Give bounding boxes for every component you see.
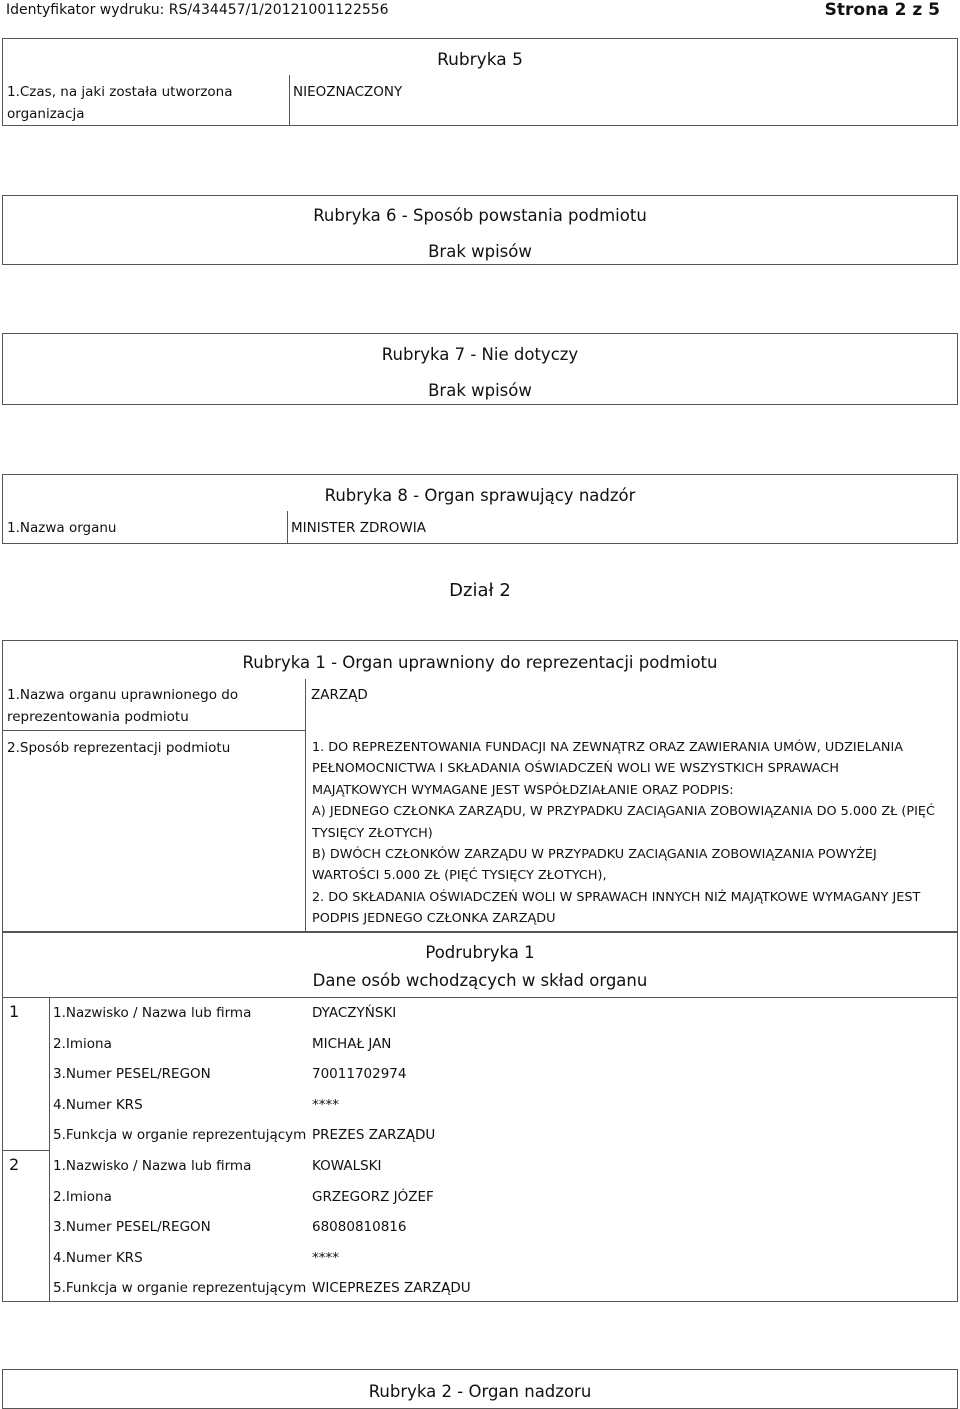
section-heading: Dział 2	[449, 580, 511, 601]
page-number: Strona 2 z 5	[824, 0, 940, 20]
person-field-value: 70011702974	[312, 1066, 407, 1083]
rubryka-2-section	[2, 1369, 958, 1409]
person-field-value: ****	[312, 1249, 339, 1266]
person-field-label: 4.Numer KRS	[53, 1249, 143, 1266]
rubryka-8-title: Rubryka 8 - Organ sprawujący nadzór	[324, 486, 636, 505]
print-identifier: Identyfikator wydruku: RS/434457/1/20121001122556	[6, 2, 389, 18]
representation-line: 2. DO SKŁADANIA OŚWIADCZEŃ WOLI W SPRAWACH INNYCH NIŻ MAJĄTKOWE WYMAGANY JEST	[312, 889, 921, 905]
person-field-value: PREZES ZARZĄDU	[312, 1127, 436, 1144]
organ-reprezentacji-title: Rubryka 1 - Organ uprawniony do reprezentacji podmiotu	[242, 653, 718, 672]
organ-name-label: 1.Nazwa organu uprawnionego do reprezentowania podmiotu	[7, 687, 239, 725]
representation-line: 1. DO REPREZENTOWANIA FUNDACJI NA ZEWNĄTRZ ORAZ ZAWIERANIA UMÓW, UDZIELANIA	[312, 740, 903, 755]
person-field-value: ****	[312, 1096, 339, 1113]
person-field-label: 4.Numer KRS	[53, 1096, 143, 1113]
person-field-value: MICHAŁ JAN	[312, 1035, 392, 1052]
representation-method-value	[312, 737, 952, 930]
representation-line: A) JEDNEGO CZŁONKA ZARZĄDU, W PRZYPADKU ZACIĄGANIA ZOBOWIĄZANIA DO 5.000 ZŁ (PIĘĆ	[312, 804, 935, 820]
person-field-value: 68080810816	[312, 1219, 407, 1236]
rubryka-2-title: Rubryka 2 - Organ nadzoru	[368, 1382, 592, 1401]
representation-line: PODPIS JEDNEGO CZŁONKA ZARZĄDU	[312, 911, 556, 927]
person-field-value: GRZEGORZ JÓZEF	[312, 1188, 434, 1205]
person-field-label: 2.Imiona	[53, 1188, 112, 1205]
rubryka-6-section	[2, 195, 958, 265]
representation-method-label: 2.Sposób reprezentacji podmiotu	[7, 740, 231, 756]
person-number: 2	[9, 1155, 20, 1174]
person-field-value: WICEPREZES ZARZĄDU	[312, 1280, 471, 1297]
rubryka-8-value: MINISTER ZDROWIA	[291, 520, 426, 536]
rubryka-5-value: NIEOZNACZONY	[293, 84, 403, 100]
person-field-value: KOWALSKI	[312, 1158, 382, 1174]
person-field-label: 3.Numer PESEL/REGON	[53, 1066, 211, 1083]
person-field-label: 3.Numer PESEL/REGON	[53, 1219, 211, 1236]
podrubryka-section	[2, 932, 958, 1302]
person-number: 1	[9, 1002, 20, 1021]
person-field-label: 5.Funkcja w organie reprezentującym	[53, 1127, 307, 1144]
podrubryka-title: Podrubryka 1	[425, 943, 535, 962]
person-field-label: 1.Nazwisko / Nazwa lub firma	[53, 1158, 252, 1174]
podrubryka-subtitle: Dane osób wchodzących w skład organu	[312, 971, 648, 990]
organ-reprezentacji-section	[2, 640, 958, 932]
rubryka-8-section	[2, 474, 958, 544]
representation-line: PEŁNOMOCNICTWA I SKŁADANIA OŚWIADCZEŃ WOLI WE WSZYSTKICH SPRAWACH	[312, 761, 839, 777]
rubryka-5-label: 1.Czas, na jaki została utworzona organizacja	[7, 84, 233, 122]
rubryka-7-value: Brak wpisów	[428, 381, 532, 400]
rubryka-7-section	[2, 333, 958, 405]
rubryka-6-value: Brak wpisów	[428, 242, 532, 261]
organ-name-value: ZARZĄD	[311, 687, 368, 703]
person-field-label: 1.Nazwisko / Nazwa lub firma	[53, 1005, 252, 1021]
representation-line: WARTOŚCI 5.000 ZŁ (PIĘĆ TYSIĘCY ZŁOTYCH),	[312, 868, 607, 884]
person-field-label: 5.Funkcja w organie reprezentującym	[53, 1280, 307, 1297]
rubryka-6-title: Rubryka 6 - Sposób powstania podmiotu	[313, 206, 647, 225]
person-field-value: DYACZYŃSKI	[312, 1005, 397, 1021]
rubryka-5-title: Rubryka 5	[437, 50, 523, 70]
rubryka-7-title: Rubryka 7 - Nie dotyczy	[381, 345, 579, 364]
representation-line: MAJĄTKOWYCH WYMAGANE JEST WSPÓŁDZIAŁANIE ORAZ PODPIS:	[312, 782, 734, 798]
person-field-label: 2.Imiona	[53, 1035, 112, 1052]
representation-line: TYSIĘCY ZŁOTYCH)	[312, 825, 433, 841]
rubryka-5-section	[2, 38, 958, 126]
representation-line: B) DWÓCH CZŁONKÓW ZARZĄDU W PRZYPADKU ZACIĄGANIA ZOBOWIĄZANIA POWYŻEJ	[312, 847, 877, 863]
rubryka-8-label: 1.Nazwa organu	[7, 520, 117, 536]
